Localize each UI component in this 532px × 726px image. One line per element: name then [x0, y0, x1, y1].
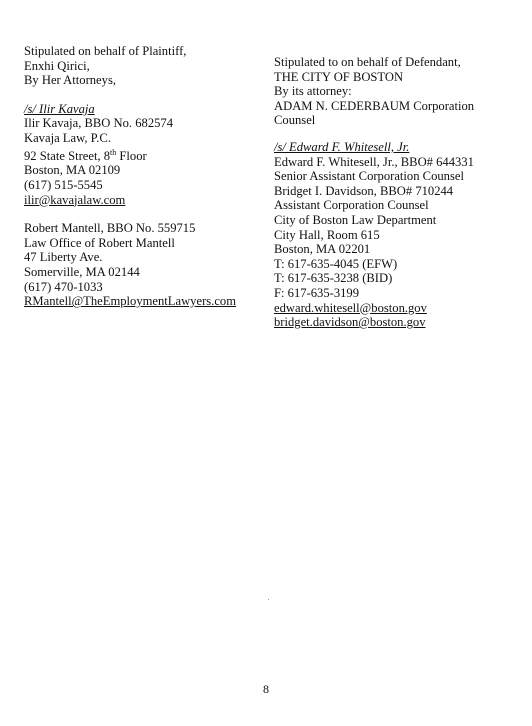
defendant-signature-block [274, 55, 524, 330]
defendant-line-6: City Hall, Room 615 [274, 227, 380, 242]
kavaja-signature: /s/ Ilir Kavaja [24, 101, 95, 116]
defendant-heading-line-3: By its attorney: [274, 84, 352, 99]
mantell-name-bbo: Robert Mantell, BBO No. 559715 [24, 221, 196, 236]
kavaja-street-suffix: Floor [116, 148, 147, 163]
plaintiff-heading-line-2: Enxhi Qirici, [24, 58, 90, 73]
defendant-heading-line-4: ADAM N. CEDERBAUM Corporation [274, 98, 475, 113]
davidson-email-link[interactable]: bridget.davidson@boston.gov [274, 315, 426, 330]
scan-speck [268, 599, 269, 600]
defendant-line-5: City of Boston Law Department [274, 212, 437, 227]
kavaja-email-link[interactable]: ilir@kavajalaw.com [24, 192, 126, 207]
defendant-line-7: Boston, MA 02201 [274, 242, 371, 257]
whitesell-email-link[interactable]: edward.whitesell@boston.gov [274, 300, 427, 315]
kavaja-name-bbo: Ilir Kavaja, BBO No. 682574 [24, 116, 174, 131]
defendant-line-9: T: 617-635-3238 (BID) [274, 271, 393, 286]
defendant-line-10: F: 617-635-3199 [274, 285, 360, 300]
defendant-heading-line-1: Stipulated to on behalf of Defendant, [274, 55, 461, 69]
mantell-street: 47 Liberty Ave. [24, 250, 103, 265]
kavaja-firm: Kavaja Law, P.C. [24, 130, 111, 145]
defendant-heading-line-2: THE CITY OF BOSTON [274, 69, 404, 84]
defendant-line-2: Senior Assistant Corporation Counsel [274, 169, 464, 184]
kavaja-street-superscript: th [110, 147, 117, 157]
mantell-firm: Law Office of Robert Mantell [24, 235, 175, 250]
spacer [274, 128, 524, 140]
spacer [24, 88, 264, 102]
kavaja-street [24, 146, 264, 164]
plaintiff-heading-line-1: Stipulated on behalf of Plaintiff, [24, 44, 187, 58]
mantell-phone: (617) 470-1033 [24, 279, 103, 294]
plaintiff-signature-block [24, 44, 264, 309]
kavaja-street-prefix: 92 State Street, 8 [24, 148, 111, 163]
defendant-line-3: Bridget I. Davidson, BBO# 710244 [274, 183, 454, 198]
defendant-line-8: T: 617-635-4045 (EFW) [274, 256, 398, 271]
page-number: 8 [263, 682, 269, 696]
kavaja-phone: (617) 515-5545 [24, 177, 103, 192]
kavaja-city: Boston, MA 02109 [24, 163, 121, 178]
mantell-city: Somerville, MA 02144 [24, 264, 140, 279]
plaintiff-heading-line-3: By Her Attorneys, [24, 73, 116, 88]
spacer [24, 207, 264, 221]
defendant-line-1: Edward F. Whitesell, Jr., BBO# 644331 [274, 154, 474, 169]
mantell-email-link[interactable]: RMantell@TheEmploymentLawyers.com [24, 294, 236, 309]
defendant-line-4: Assistant Corporation Counsel [274, 198, 429, 213]
defendant-heading-line-5: Counsel [274, 113, 316, 128]
whitesell-signature: /s/ Edward F. Whitesell, Jr. [274, 139, 410, 154]
